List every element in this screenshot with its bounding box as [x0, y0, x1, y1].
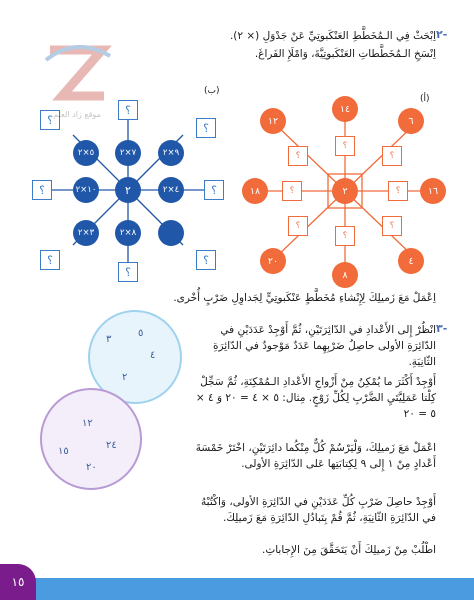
diagram-b-spoke-empty — [158, 220, 184, 246]
diagram-b-spoke: ٩×٢ — [158, 140, 184, 166]
section-3-p1: انْظُرْ إِلى الأَعْدادِ في الدّائِرَتَيْنِ، ثُمَّ أَوْجِدْ عَدَدَيْنِ في الدّائِرَةِ الأولى حاصِلُ ضَرْبِهِما عَدَدٌ مَوْجودٌ في الدّائِرَةِ الثّانِيَةِ. — [213, 324, 436, 368]
section-3-p2: أَوْجِدْ أَكْثَرَ ما يُمْكِنُ مِنْ أَزْواجِ الأَعْدادِ الـمُمْكِنَةِ، ثُمَّ سَجِّلْ كِلْتا عَمَلِيَّتَيِ الضَّرْبِ لِكُلِّ زَوْجٍ. مِثال: ٥ × ٤ = ٢٠ وَ ٤ × ٥ = ٢٠ — [195, 376, 436, 420]
diagram-b-spoke: ٨×٢ — [115, 220, 141, 246]
section-2-instruction: اِبْحَثْ فِي الـمُخَطَّطِ العَنْكَبوتِيِّ عَنْ جَدْوَلِ (× ٢). — [229, 30, 436, 42]
diagram-b-spoke: ١٠×٢ — [73, 177, 99, 203]
outer-value: ٨ — [332, 262, 358, 288]
answer-box[interactable]: ؟ — [288, 216, 308, 236]
outer-value: ١٢ — [260, 108, 286, 134]
page-number: ١٥ — [0, 564, 36, 600]
answer-box[interactable]: ؟ — [335, 136, 355, 156]
diagram-b-label: (ب) — [204, 86, 220, 96]
answer-box[interactable]: ؟ — [335, 226, 355, 246]
answer-box[interactable]: ؟ — [382, 216, 402, 236]
outer-value: ٤ — [398, 248, 424, 274]
answer-box[interactable]: ؟ — [196, 118, 216, 138]
section-2-line2: اِنْسَخِ الـمُخَطَّطاتِ العَنْكَبوتِيَّةَ، وَامْلَإِ الفَراغَ. — [254, 48, 436, 60]
section-2-number: ٢- — [436, 28, 448, 41]
answer-box[interactable]: ؟ — [288, 146, 308, 166]
circle-number: ٤ — [150, 350, 156, 361]
answer-box[interactable]: ؟ — [118, 100, 138, 120]
outer-value: ١٨ — [242, 178, 268, 204]
section-3-p4: أَوْجِدْ حاصِلَ ضَرْبِ كُلِّ عَدَدَيْنِ في الدّائِرَةِ الأولى، وَاكْتُبْهُ في الدّائِرَةِ الثّانِيَةِ، ثُمَّ قُمْ بِتَبادُلِ الدّائِرَةِ مَعَ زَميلِكَ. — [201, 496, 436, 524]
answer-box[interactable]: ؟ — [118, 262, 138, 282]
answer-box[interactable]: ؟ — [40, 250, 60, 270]
circle-number: ٣ — [106, 334, 112, 345]
watermark-logo — [40, 38, 114, 118]
number-circle-2 — [40, 388, 142, 490]
circle-number: ٢٠ — [86, 462, 97, 473]
outer-value: ١٦ — [420, 178, 446, 204]
section-2-followup: اِعْمَلْ مَعَ زَميلِكَ لِإِنْشاءِ مُخَطَّطٍ عَنْكَبوتِيٍّ لِجَداوِلِ ضَرْبٍ أُخْرى. — [173, 292, 436, 304]
diagram-b-spoke: ٣×٢ — [73, 220, 99, 246]
circle-number: ١٢ — [82, 418, 93, 429]
footer-bar — [0, 578, 474, 600]
circle-number: ٢٤ — [106, 440, 117, 451]
section-3-p3: اعْمَلْ مَعَ زَميلِكَ، وَلْيَرْسُمْ كُلٌّ مِنْكُما دائِرَتَيْنِ، اخْتَرْ خَمْسَةَ أَعْدادٍ مِنْ ١ إِلى ٩ لِكِتابَتِها عَلى الدّائِرَةِ الأولى. — [195, 442, 436, 470]
answer-box[interactable]: ؟ — [282, 181, 302, 201]
answer-box[interactable]: ؟ — [388, 181, 408, 201]
watermark-text: موقع زاد العلم — [53, 110, 101, 119]
diagram-a — [240, 96, 450, 286]
answer-box[interactable]: ؟ — [196, 250, 216, 270]
z-logo-icon — [40, 38, 114, 118]
section-2-line1 — [130, 28, 436, 44]
outer-value: ٦ — [398, 108, 424, 134]
answer-box[interactable]: ؟ — [32, 180, 52, 200]
circle-number: ١٥ — [58, 446, 69, 457]
section-3-p5: اطْلُبْ مِنْ زَميلِكَ أَنْ يَتَحَقَّقَ مِنَ الإِجاباتِ. — [261, 544, 436, 556]
answer-box[interactable]: ؟ — [204, 180, 224, 200]
answer-box[interactable]: ؟ — [40, 110, 60, 130]
circle-number: ٥ — [138, 328, 144, 339]
diagram-a-center: ٢ — [332, 178, 358, 204]
outer-value: ١٤ — [332, 96, 358, 122]
outer-value: ٢٠ — [260, 248, 286, 274]
diagram-b-spoke: ٧×٢ — [115, 140, 141, 166]
circle-number: ٢ — [122, 372, 128, 383]
section-3-number: ٣- — [436, 322, 448, 335]
diagram-b-spoke: ٥×٢ — [73, 140, 99, 166]
diagram-b-spoke: ٤×٢ — [158, 177, 184, 203]
diagram-a-label: (أ) — [420, 94, 430, 104]
answer-box[interactable]: ؟ — [382, 146, 402, 166]
diagram-b-center: ٢ — [115, 177, 141, 203]
